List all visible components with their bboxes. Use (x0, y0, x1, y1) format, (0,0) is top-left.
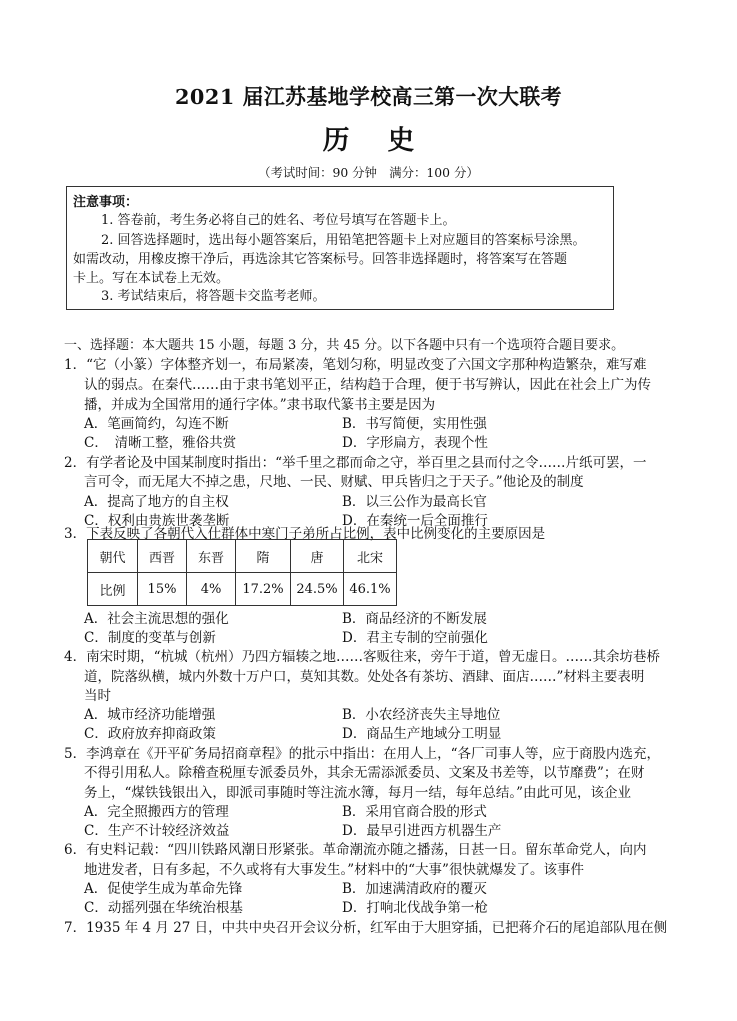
option-d: D．打响北伐战争第一枪 (342, 900, 488, 916)
question-line: 7．1935 年 4 月 27 日，中共中央召开会议分析，红军由于大胆穿插，已把蒋介石的尾追部队甩在侧 (64, 920, 668, 936)
notice-line: 1. 答卷前，考生务必将自己的姓名、考位号填写在答题卡上。 (101, 213, 456, 228)
option-c: C．权利由贵族世袭垄断 (84, 513, 230, 529)
option-b: B．加速满清政府的覆灭 (342, 881, 487, 897)
option-a: A．完全照搬西方的管理 (84, 804, 229, 820)
option-a: A．促使学生成为革命先锋 (84, 881, 243, 897)
option-a: A．提高了地方的自主权 (84, 494, 229, 510)
option-d: D．字形扁方，表现个性 (342, 435, 488, 451)
option-c: C．制度的变革与创新 (84, 630, 216, 646)
question-line: 务上，“煤铁钱银出入，即派司事随时等注流水簿，每月一结，每年总结。”由此可见，该企业 (84, 785, 632, 801)
option-c: C．政府放弃抑商政策 (84, 726, 216, 742)
option-b: B．商品经济的不断发展 (342, 611, 487, 627)
option-b: B．采用官商合股的形式 (342, 804, 487, 820)
option-d: D．在秦统一后全面推行 (342, 513, 488, 529)
question-line: 3．下表反映了各朝代入仕群体中寒门子弟所占比例，表中比例变化的主要原因是 (64, 526, 546, 542)
question-line: 1．“它（小篆）字体整齐划一，布局紧凑，笔划匀称，明显改变了六国文字那种构造繁杂，难写难 (64, 357, 647, 373)
option-a: A．城市经济功能增强 (84, 707, 216, 723)
question-line: 4．南宋时期，“杭城（杭州）乃四方辐辏之地……客贩往来，旁午于道，曾无虚日。……其余坊巷桥 (64, 649, 660, 665)
table-cell: 比例 (88, 573, 138, 606)
question-line: 认的弱点。在秦代……由于隶书笔划平正，结构趋于合理，便于书写辨认，因此在社会上广为传 (84, 377, 651, 393)
notice-line: 卡上。写在本试卷上无效。 (73, 271, 230, 286)
question-line: 6．有史料记载：“四川铁路风潮日形紧张。革命潮流亦随之播荡，日甚一日。留东革命党人，向内 (64, 842, 647, 858)
table-cell: 西晋 (138, 540, 187, 573)
exam-info: （考试时间：90 分钟 满分：100 分） (258, 166, 479, 180)
option-c: C． 清晰工整，雅俗共赏 (84, 435, 237, 451)
table-cell: 15% (138, 573, 187, 606)
question-line: 不得引用私人。除稽查税厘专派委员外，其余无需添派委员、文案及书差等，以节靡费”；在财 (84, 765, 645, 781)
question-line: 播，并成为全国常用的通行字体。”隶书取代篆书主要是因为 (84, 397, 436, 413)
question-line: 言可令，而无尾大不掉之患，尺地、一民、财赋、甲兵皆归之于天子。”他论及的制度 (84, 474, 584, 490)
table-cell: 朝代 (88, 540, 138, 573)
option-d: D．商品生产地域分工明显 (342, 726, 502, 742)
table-cell: 4% (187, 573, 236, 606)
table-header-row (88, 540, 397, 573)
notice-box (66, 186, 614, 310)
option-c: C．动摇列强在华统治根基 (84, 900, 243, 916)
question-line: 地进发者，日有多起，不久或将有大事发生。”材料中的“大事”很快就爆发了。该事件 (84, 862, 584, 878)
table-cell: 唐 (291, 540, 344, 573)
exam-title: 2021 届江苏基地学校高三第一次大联考 (174, 84, 563, 109)
option-b: B．小农经济丧失主导地位 (342, 707, 501, 723)
notice-line: 2. 回答选择题时，选出每小题答案后，用铅笔把答题卡上对应题目的答案标号涂黑。 (101, 233, 586, 248)
notice-line: 如需改动，用橡皮擦干净后，再选涂其它答案标号。回答非选择题时，将答案写在答题 (73, 252, 568, 267)
option-c: C．生产不计较经济效益 (84, 823, 230, 839)
question-line: 2．有学者论及中国某制度时指出：“举千里之郡而命之守，举百里之县而付之令……片纸可罢，一 (64, 455, 647, 471)
table-cell: 24.5% (291, 573, 344, 606)
option-a: A．笔画简约，勾连不断 (84, 416, 229, 432)
subject-title: 历史 (322, 125, 453, 156)
notice-heading: 注意事项： (73, 195, 139, 210)
table-row (88, 573, 397, 606)
question-line: 5．李鸿章在《开平矿务局招商章程》的批示中指出：在用人上，“各厂司事人等，应于商股内选充， (64, 746, 660, 762)
question-line: 当时 (84, 688, 111, 704)
notice-line: 3. 考试结束后，将答题卡交监考老师。 (101, 289, 326, 304)
option-a: A．社会主流思想的强化 (84, 611, 229, 627)
option-b: B．书写简便，实用性强 (342, 416, 487, 432)
question-line: 道，院落纵横，城内外数十万户口，莫知其数。处处各有茶坊、酒肆、面店……”材料主要表明 (84, 669, 645, 685)
table-cell: 北宋 (344, 540, 397, 573)
option-b: B．以三公作为最高长官 (342, 494, 487, 510)
ratio-table (87, 539, 397, 606)
option-d: D．君主专制的空前强化 (342, 630, 488, 646)
table-cell: 17.2% (236, 573, 291, 606)
table-cell: 隋 (236, 540, 291, 573)
option-d: D．最早引进西方机器生产 (342, 823, 502, 839)
section-heading: 一、选择题：本大题共 15 小题，每题 3 分，共 45 分。以下各题中只有一个选项符合题目要求。 (64, 338, 625, 353)
table-cell: 46.1% (344, 573, 397, 606)
table-cell: 东晋 (187, 540, 236, 573)
